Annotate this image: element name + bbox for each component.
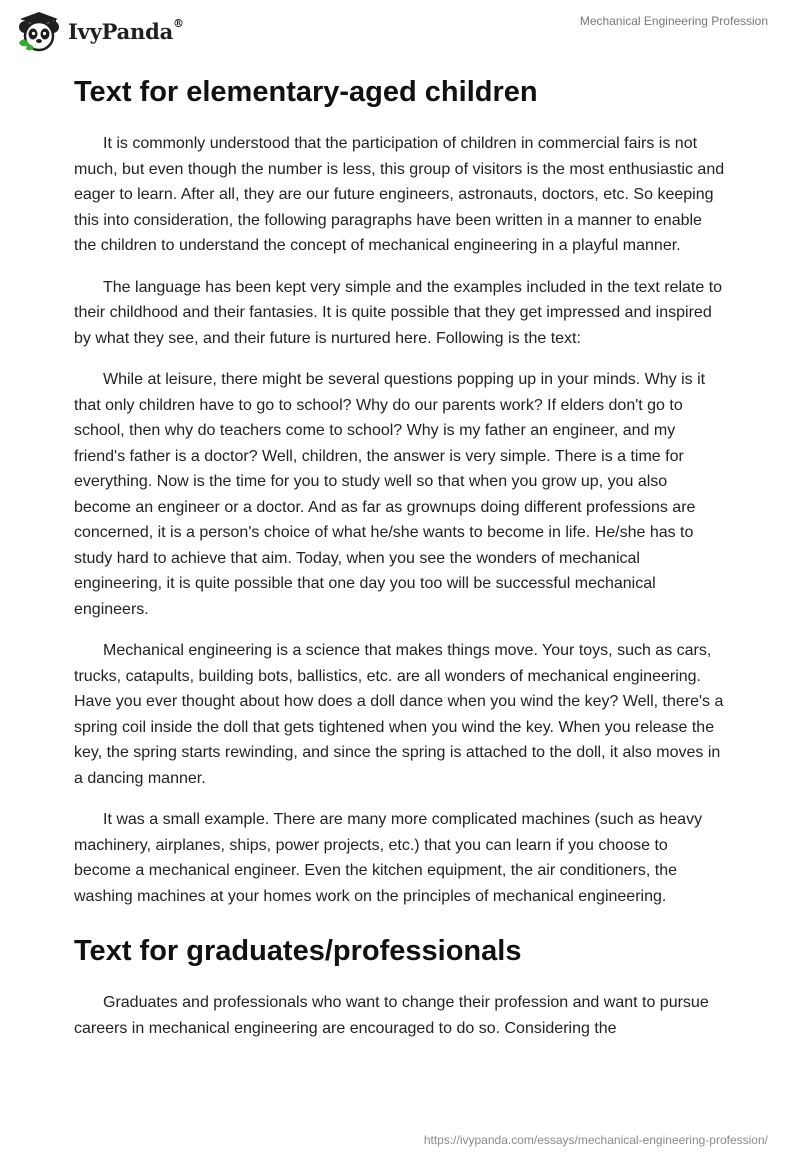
- paragraph: Mechanical engineering is a science that makes things move. Your toys, such as cars, trucks, catapults, building bots, ballistics, etc. are all wonders of mechanical engineering. Have you ever thought about how does a doll dance when you wind the key? Well, there's a spring coil inside the doll that gets tightened when you wind the key. When you release the key, the spring starts rewinding, and since the spring is attached to the doll, it also moves in a dancing manner.: [74, 642, 724, 787]
- paragraph: Graduates and professionals who want to change their profession and want to pursue careers in mechanical engineering are encouraged to do so. Considering the: [74, 994, 709, 1037]
- paragraph: The language has been kept very simple and the examples included in the text relate to their childhood and their fantasies. It is quite possible that they get impressed and inspired by what they see, and their future is nurtured here. Following is the text:: [74, 278, 723, 347]
- section-graduates: [74, 933, 726, 1041]
- section-heading: Text for graduates/professionals: [74, 935, 522, 967]
- paragraph: It was a small example. There are many more complicated machines (such as heavy machinery, airplanes, ships, power projects, etc.) that you can learn if you choose to become a mechanical engineer. Even the kitchen equipment, the air conditioners, the washing machines at your homes work on the principles of mechanical engineering.: [74, 811, 703, 905]
- source-url-link[interactable]: https://ivypanda.com/essays/mechanical-engineering-profession/: [423, 1133, 768, 1147]
- essay-content: [74, 74, 726, 1041]
- panda-icon: [16, 10, 62, 52]
- registered-mark: ®: [173, 16, 184, 30]
- page-header: [0, 0, 800, 70]
- ivypanda-logo[interactable]: [16, 10, 184, 52]
- brand-name: IvyPanda®: [68, 16, 184, 44]
- paragraph: While at leisure, there might be several questions popping up in your minds. Why is it that only children have to go to school? Why do our parents work? If elders don't go to school, then why do teachers come to school? Why is my father an engineer, and my friend's father is a doctor? Well, children, the answer is very simple. There is a time for everything. Now is the time for you to study well so that when you grow up, you also become an engineer or a doctor. And as far as grownups doing different professions are concerned, it is a person's choice of what he/she wants to become in life. He/she has to study hard to achieve that aim. Today, when you see the wonders of mechanical engineering, it is quite possible that one day you too will be successful mechanical engineers.: [74, 371, 706, 618]
- paragraph: It is commonly understood that the participation of children in commercial fairs is not much, but even though the number is less, this group of visitors is the most enthusiastic and eager to learn. After all, they are our future engineers, astronauts, doctors, etc. So keeping this into consideration, the following paragraphs have been written in a manner to enable the children to understand the concept of mechanical engineering in a playful manner.: [74, 135, 725, 254]
- section-elementary: [74, 74, 726, 909]
- document-title: Mechanical Engineering Profession: [579, 14, 768, 28]
- section-heading: Text for elementary-aged children: [74, 76, 538, 108]
